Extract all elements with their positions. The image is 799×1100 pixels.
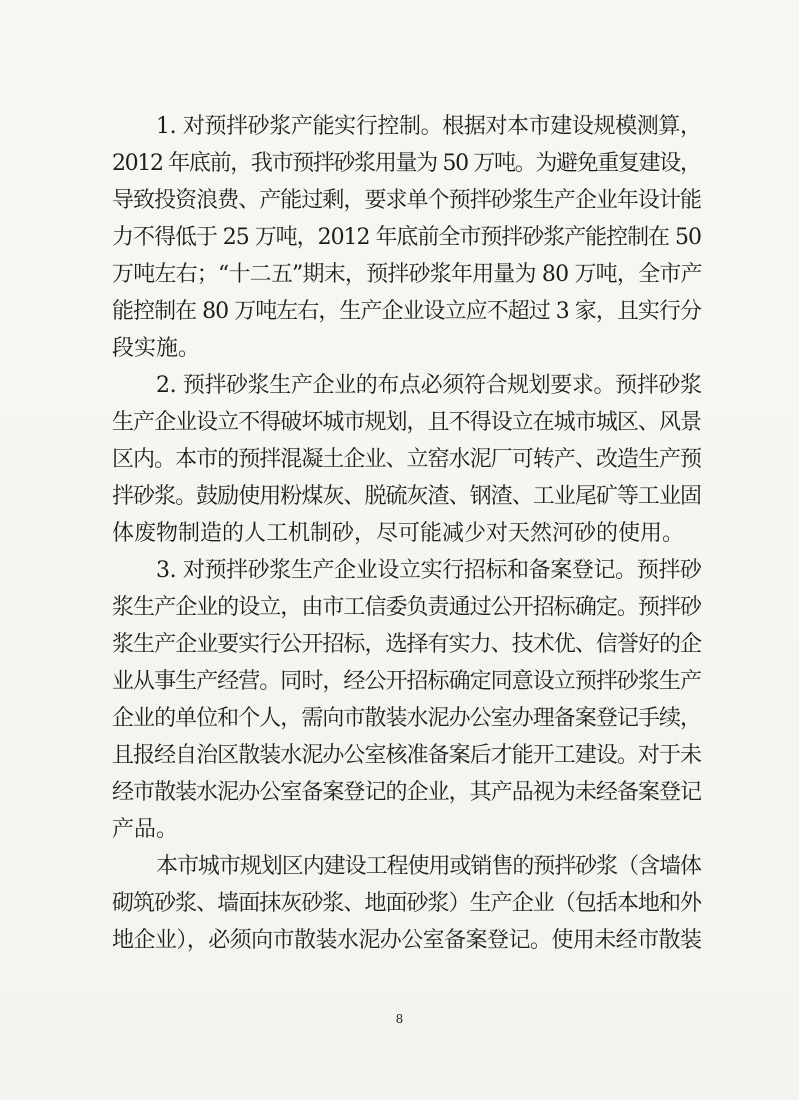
- paragraph-4-line-2: 砌筑砂浆、墙面抹灰砂浆、地面砂浆）生产企业（包括本地和外: [112, 891, 702, 916]
- paragraph-1-line-1: 1. 对预拌砂浆产能实行控制。根据对本市建设规模测算，: [156, 114, 702, 139]
- paragraph-3-line-4: 业从事生产经营。同时，经公开招标确定同意设立预拌砂浆生产: [112, 669, 702, 694]
- paragraph-1-line-3: 导致投资浪费、产能过剩，要求单个预拌砂浆生产企业年设计能: [112, 188, 702, 213]
- paragraph-2-line-1: 2. 预拌砂浆生产企业的布点必须符合规划要求。预拌砂浆: [156, 373, 702, 398]
- paragraph-2-line-4: 拌砂浆。鼓励使用粉煤灰、脱硫灰渣、钢渣、工业尾矿等工业固: [112, 484, 702, 509]
- paragraph-1-line-7: 段实施。: [112, 336, 201, 361]
- paragraph-3-line-2: 浆生产企业的设立，由市工信委负责通过公开招标确定。预拌砂: [112, 595, 702, 620]
- paragraph-4-line-1: 本市城市规划区内建设工程使用或销售的预拌砂浆（含墙体: [156, 854, 701, 879]
- paragraph-3-line-8: 产品。: [112, 817, 179, 842]
- paragraph-3-line-6: 且报经自治区散装水泥办公室核准备案后才能开工建设。对于未: [112, 743, 702, 768]
- paragraph-1-line-5: 万吨左右；“十二五”期末，预拌砂浆年用量为 80 万吨，全市产: [112, 262, 702, 287]
- paragraph-3-line-5: 企业的单位和个人，需向市散装水泥办公室办理备案登记手续，: [112, 706, 702, 731]
- paragraph-1-line-2: 2012 年底前，我市预拌砂浆用量为 50 万吨。为避免重复建设，: [112, 151, 701, 176]
- paragraph-3-line-1: 3. 对预拌砂浆生产企业设立实行招标和备案登记。预拌砂: [156, 558, 702, 583]
- paragraph-2-line-2: 生产企业设立不得破坏城市规划，且不得设立在城市城区、风景: [112, 410, 702, 435]
- paragraph-4-line-3: 地企业），必须向市散装水泥办公室备案登记。使用未经市散装: [112, 928, 702, 953]
- paragraph-1-line-4: 力不得低于 25 万吨，2012 年底前全市预拌砂浆产能控制在 50: [112, 225, 701, 250]
- paragraph-3-line-7: 经市散装水泥办公室备案登记的企业，其产品视为未经备案登记: [112, 780, 702, 805]
- paragraph-2-line-5: 体废物制造的人工机制砂，尽可能减少对天然河砂的使用。: [112, 521, 685, 546]
- paragraph-2-line-3: 区内。本市的预拌混凝土企业、立窑水泥厂可转产、改造生产预: [112, 447, 702, 472]
- page-number: 8: [395, 1012, 404, 1026]
- body-text: [112, 108, 702, 959]
- paragraph-1-line-6: 能控制在 80 万吨左右，生产企业设立应不超过 3 家，且实行分: [112, 299, 701, 324]
- paragraph-3-line-3: 浆生产企业要实行公开招标，选择有实力、技术优、信誉好的企: [112, 632, 702, 657]
